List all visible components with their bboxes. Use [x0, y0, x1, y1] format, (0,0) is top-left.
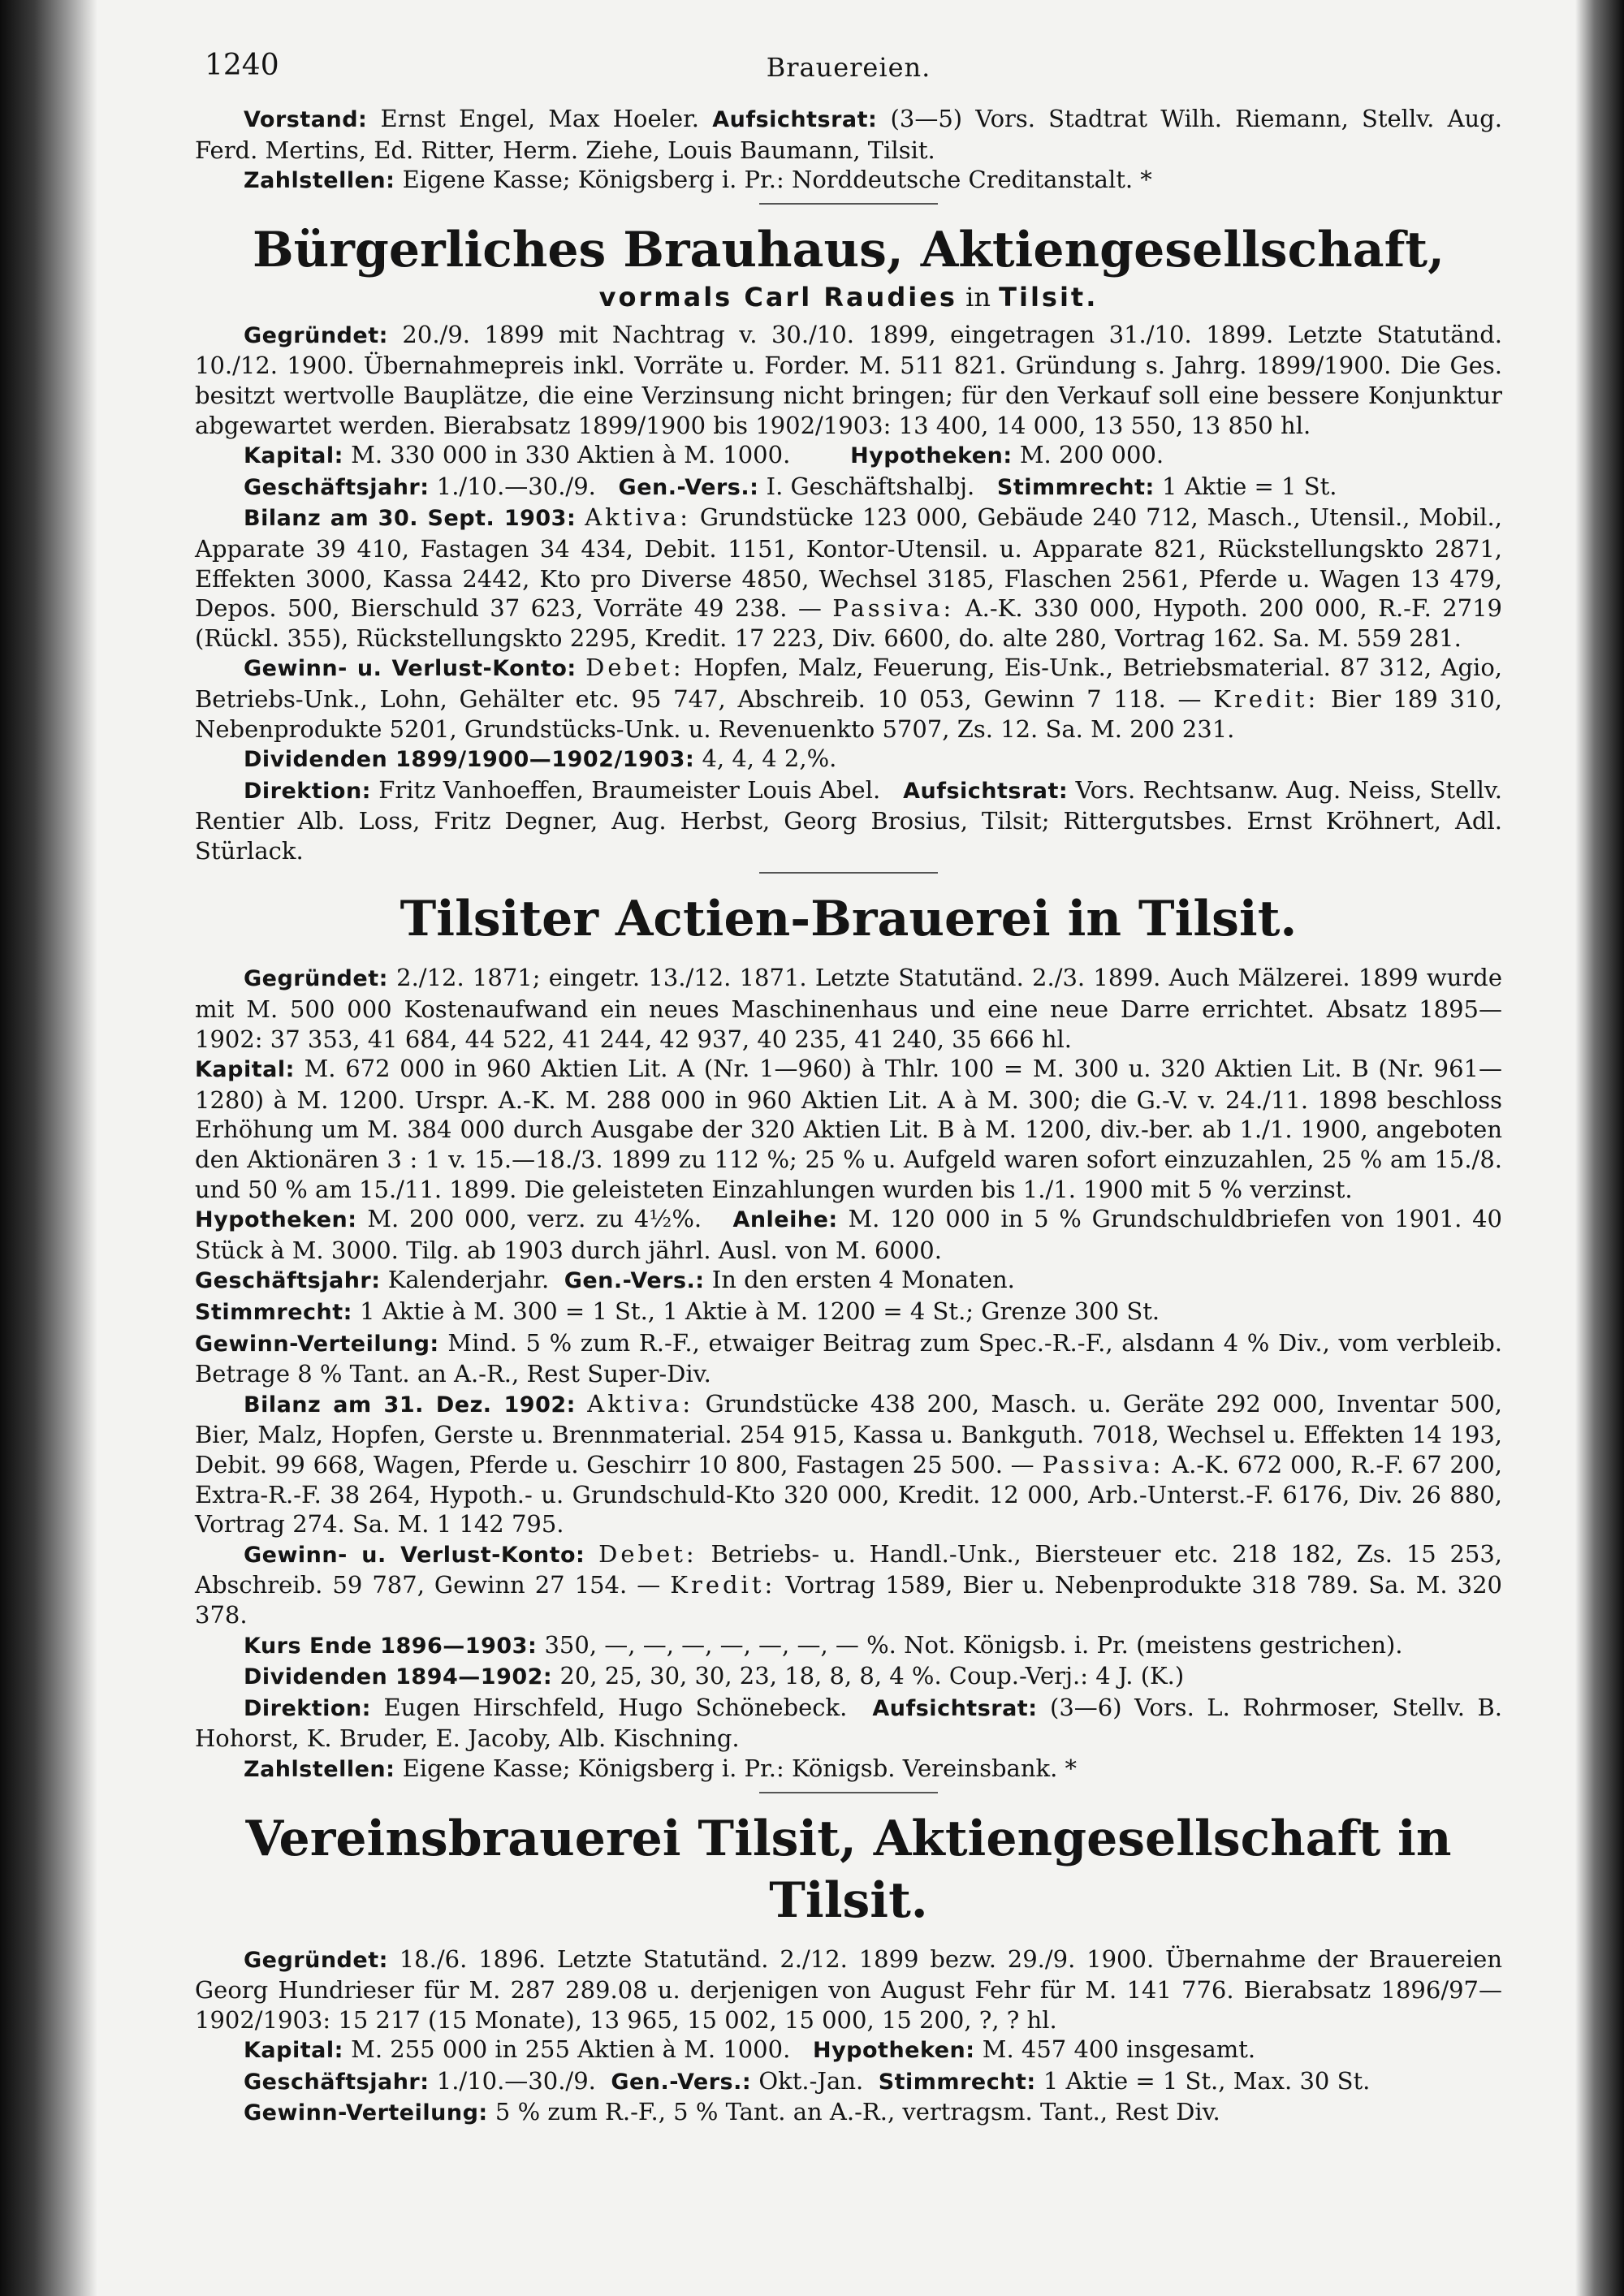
gewinn-verteilung-paragraph: Gewinn-Verteilung: Mind. 5 % zum R.-F., etwaiger Beitrag zum Spec.-R.-F., alsdann 4 % Div., vom verbleib. Betrage 8 % Tant. an A.-R., Rest Super-Div.: [195, 1328, 1502, 1388]
scan-shadow-right: [1575, 0, 1624, 2296]
direktion-paragraph: Direktion: Fritz Vanhoeffen, Braumeister Louis Abel. Aufsichtsrat: Vors. Rechtsanw. Aug. Neiss, Stellv. Rentier Alb. Loss, Fritz Degner, Aug. Herbst, Georg Brosius, Tilsit; Rittergutsbes. Ernst Kröhnert, Adl. Stürlack.: [195, 775, 1503, 865]
scan-shadow-left: [0, 0, 97, 2296]
entry-vereinsbrauerei-tilsit: [195, 1808, 1502, 2130]
section-divider: [759, 872, 938, 874]
entry-subtitle: vormals Carl Raudies in Tilsit.: [598, 281, 1099, 313]
gewinn-verteilung-paragraph: Gewinn-Verteilung: 5 % zum R.-F., 5 % Tant. an A.-R., vertragsm. Tant., Rest Div.: [244, 2098, 1220, 2126]
gewinn-verlust-paragraph: Gewinn- u. Verlust-Konto: Debet: Hopfen, Malz, Feuerung, Eis-Unk., Betriebsmaterial. 87 312, Agio, Betriebs-Unk., Lohn, Gehälter etc. 95 747, Abschreib. 10 053, Gewinn 7 118. — Kredit: Bier 189 310, Nebenprodukte 5201, Grundstücks-Unk. u. Revenuenkto 5707, Zs. 12. Sa. M. 200 231.: [195, 654, 1503, 743]
entry-title: Vereinsbrauerei Tilsit, Aktiengesellschaft in Tilsit.: [245, 1810, 1452, 1929]
section-divider: [759, 203, 938, 205]
page-number: 1240: [205, 49, 279, 82]
running-title: Brauereien.: [766, 52, 931, 83]
gegruendet-paragraph: Gegründet: 2./12. 1871; eingetr. 13./12. 1871. Letzte Statutänd. 2./3. 1899. Auch Mälzerei. 1899 wurde mit M. 500 000 Kostenaufwand ein neues Maschinenhaus und eine neue Darre errichtet. Absatz 1895—1902: 37 353, 41 684, 44 522, 41 244, 42 937, 40 235, 41 240, 35 666 hl.: [195, 964, 1502, 1053]
entry-title: Bürgerliches Brauhaus, Aktiengesellschaft,: [252, 221, 1445, 278]
kurs-paragraph: Kurs Ende 1896—1903: 350, —, —, —, —, —, —, — %. Not. Königsb. i. Pr. (meistens gestrichen).: [244, 1630, 1403, 1659]
entry-title: Tilsiter Actien-Brauerei in Tilsit.: [400, 891, 1298, 948]
zahlstellen-paragraph: Zahlstellen: Eigene Kasse; Königsberg i. Pr.: Norddeutsche Creditanstalt. *: [244, 166, 1152, 194]
kapital-paragraph: Kapital: M. 330 000 in 330 Aktien à M. 1000. Hypotheken: M. 200 000.: [244, 441, 1164, 469]
entry-buergerliches-brauhaus: [195, 219, 1502, 866]
kapital-paragraph: Kapital: M. 255 000 in 255 Aktien à M. 1000. Hypotheken: M. 457 400 insgesamt.: [244, 2035, 1256, 2064]
hypotheken-paragraph: Hypotheken: M. 200 000, verz. zu 4½%. Anleihe: M. 120 000 in 5 % Grundschuldbriefen von 1901. 40 Stück à M. 3000. Tilg. ab 1903 durch jährl. Ausl. von M. 6000.: [195, 1205, 1503, 1264]
section-divider: [759, 1792, 938, 1793]
dividenden-paragraph: Dividenden 1894—1902: 20, 25, 30, 30, 23, 18, 8, 8, 4 %. Coup.-Verj.: 4 J. (K.): [244, 1662, 1185, 1690]
dividenden-paragraph: Dividenden 1899/1900—1902/1903: 4, 4, 4 2,%.: [244, 744, 837, 773]
gegruendet-paragraph: Gegründet: 20./9. 1899 mit Nachtrag v. 30./10. 1899, eingetragen 31./10. 1899. Letzte Statutänd. 10./12. 1900. Übernahmepreis inkl. Vorräte u. Forder. M. 511 821. Gründung s. Jahrg. 1899/1900. Die Ges. besitzt wertvolle Bauplätze, die eine Verzinsung nicht bringen; für den Verkauf soll eine bessere Konjunktur abgewartet werden. Bierabsatz 1899/1900 bis 1902/1903: 13 400, 14 000, 13 550, 13 850 hl.: [195, 320, 1502, 439]
bilanz-paragraph: Bilanz am 30. Sept. 1903: Aktiva: Grundstücke 123 000, Gebäude 240 712, Masch., Utensil., Mobil., Apparate 39 410, Fastagen 34 434, Debit. 1151, Kontor-Utensil. u. Apparate 821, Rückstellungskto 2871, Effekten 3000, Kassa 2442, Kto pro Diverse 4850, Wechsel 3185, Flaschen 2561, Pferde u. Wagen 13 479, Depos. 500, Bierschuld 37 623, Vorräte 49 238. — Passiva: A.-K. 330 000, Hypoth. 200 000, R.-F. 2719 (Rückl. 355), Rückstellungskto 2295, Kredit. 17 223, Div. 6600, do. alte 280, Vortrag 162. Sa. M. 559 281.: [195, 503, 1503, 652]
gegruendet-paragraph: Gegründet: 18./6. 1896. Letzte Statutänd. 2./12. 1899 bezw. 29./9. 1900. Übernahme der Brauereien Georg Hundrieser für M. 287 289.08 u. derjenigen von August Fehr für M. 141 776. Bierabsatz 1896/97—1902/1903: 15 217 (15 Monate), 13 965, 15 002, 15 000, 15 200, ?, ? hl.: [195, 1944, 1502, 2034]
geschaeftsjahr-paragraph: Geschäftsjahr: 1./10.—30./9. Gen.-Vers.: I. Geschäftshalbj. Stimmrecht: 1 Aktie = 1 St.: [244, 472, 1337, 500]
previous-entry-tail: [195, 104, 1502, 196]
geschaeftsjahr-paragraph: Geschäftsjahr: Kalenderjahr. Gen.-Vers.: In den ersten 4 Monaten.: [195, 1266, 1015, 1294]
vorstand-paragraph: Vorstand: Ernst Engel, Max Hoeler. Aufsichtsrat: (3—5) Vors. Stadtrat Wilh. Riemann, Stellv. Aug. Ferd. Mertins, Ed. Ritter, Herm. Ziehe, Louis Baumann, Tilsit.: [195, 105, 1502, 164]
kapital-paragraph: Kapital: M. 672 000 in 960 Aktien Lit. A (Nr. 1—960) à Thlr. 100 = M. 300 u. 320 Aktien Lit. B (Nr. 961—1280) à M. 1200. Urspr. A.-K. M. 288 000 in 960 Aktien Lit. A à M. 300; die G.-V. v. 24./11. 1898 beschloss Erhöhung um M. 384 000 durch Ausgabe der 320 Aktien Lit. B à M. 1200, div.-ber. ab 1./1. 1900, angeboten den Aktionären 3 : 1 v. 15.—18./3. 1899 zu 112 %; 25 % u. Aufgeld waren sofort einzuzahlen, 25 % am 15./8. und 50 % am 15./11. 1899. Die geleisteten Einzahlungen wurden bis 1./1. 1900 mit 5 % verzinst.: [195, 1055, 1502, 1203]
running-header: [195, 39, 1502, 104]
stimmrecht-paragraph: Stimmrecht: 1 Aktie à M. 300 = 1 St., 1 Aktie à M. 1200 = 4 St.; Grenze 300 St.: [195, 1297, 1160, 1325]
bilanz-paragraph: Bilanz am 31. Dez. 1902: Aktiva: Grundstücke 438 200, Masch. u. Geräte 292 000, Inventar 500, Bier, Malz, Hopfen, Gerste u. Brennmaterial. 254 915, Kassa u. Bankguth. 7018, Wechsel u. Effekten 14 193, Debit. 99 668, Wagen, Pferde u. Geschirr 10 800, Fastagen 25 500. — Passiva: A.-K. 672 000, R.-F. 67 200, Extra-R.-F. 38 264, Hypoth.- u. Grundschuld-Kto 320 000, Kredit. 12 000, Arb.-Unterst.-F. 6176, Div. 26 880, Vortrag 274. Sa. M. 1 142 795.: [195, 1389, 1502, 1539]
document-page: [195, 39, 1502, 2129]
geschaeftsjahr-paragraph: Geschäftsjahr: 1./10.—30./9. Gen.-Vers.: Okt.-Jan. Stimmrecht: 1 Aktie = 1 St., Max. 30 St.: [244, 2066, 1371, 2095]
direktion-paragraph: Direktion: Eugen Hirschfeld, Hugo Schönebeck. Aufsichtsrat: (3—6) Vors. L. Rohrmoser, Stellv. B. Hohorst, K. Bruder, E. Jacoby, Alb. Kischning.: [195, 1693, 1502, 1753]
gewinn-verlust-paragraph: Gewinn- u. Verlust-Konto: Debet: Betriebs- u. Handl.-Unk., Biersteuer etc. 218 182, Zs. 15 253, Abschreib. 59 787, Gewinn 27 154. — Kredit: Vortrag 1589, Bier u. Nebenprodukte 318 789. Sa. M. 320 378.: [195, 1539, 1503, 1629]
entry-tilsiter-actien-brauerei: [195, 888, 1502, 1785]
zahlstellen-paragraph: Zahlstellen: Eigene Kasse; Königsberg i. Pr.: Königsb. Vereinsbank. *: [244, 1754, 1078, 1782]
